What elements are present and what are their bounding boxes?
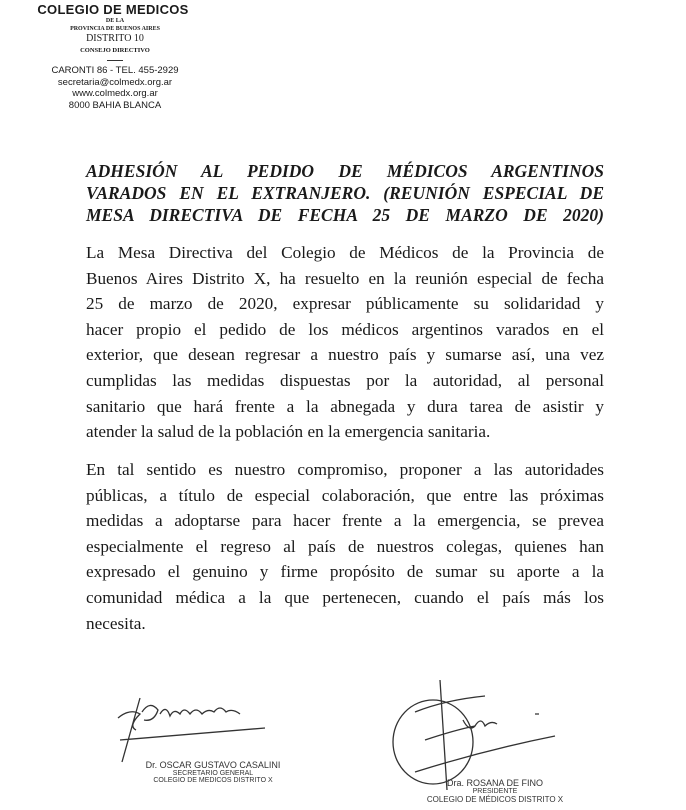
text-line: ADHESIÓN AL PEDIDO DE MÉDICOS ARGENTINOS xyxy=(86,161,604,181)
text-line: exterior, que desean regresar a nuestro país y sumarse así, una vez xyxy=(86,345,604,365)
text-line: medidas a adoptarse para hacer frente a la emergencia, se prevea xyxy=(86,511,604,531)
signature-block-president xyxy=(425,778,565,804)
signature-block-secretary xyxy=(138,760,288,784)
text-line: necesita. xyxy=(86,613,146,633)
text-line: expresado el genuino y firme propósito de sumar su aporte a la xyxy=(86,562,604,582)
email: secretaria@colmedx.org.ar xyxy=(57,76,173,88)
org-district: DISTRITO 10 xyxy=(86,33,144,44)
text-line: En tal sentido es nuestro compromiso, proponer a las autoridades xyxy=(86,460,604,479)
text-line: VARADOS EN EL EXTRANJERO. (REUNIÓN ESPECIAL DE xyxy=(86,183,604,203)
text-line: cumplidas las medidas dispuestas por la autoridad, al personal xyxy=(86,370,604,390)
text-line: sanitario que hará frente a la abnegada y dura tarea de asistir y xyxy=(86,396,604,416)
text-line: atender la salud de la población en la emergencia sanitaria. xyxy=(86,422,491,442)
text-line: 25 de marzo de 2020, expresar públicamente su solidaridad y xyxy=(86,294,604,314)
org-province: PROVINCIA DE BUENOS AIRES xyxy=(70,26,160,32)
text-line: especialmente el regreso al país de nuestros colegas, quienes han xyxy=(86,536,604,556)
paragraph-2 xyxy=(86,457,604,636)
signer-role: SECRETARIO GENERAL xyxy=(172,770,254,777)
signature-de-fino xyxy=(385,680,565,790)
text-line: hacer propio el pedido de los médicos argentinos varados en el xyxy=(86,319,604,339)
text-line: públicas, a título de especial colaboración, que entre las próximas xyxy=(86,485,604,505)
divider xyxy=(107,60,123,61)
letterhead xyxy=(30,2,200,111)
org-de-la: DE LA xyxy=(105,18,125,24)
org-council: CONSEJO DIRECTIVO xyxy=(80,47,150,54)
text-line: comunidad médica a la que pertenecen, cuando el país más los xyxy=(86,587,604,607)
address: CARONTI 86 - TEL. 455-2929 xyxy=(51,65,179,76)
signer-org: COLEGIO DE MÉDICOS DISTRITO X xyxy=(426,795,564,804)
text-line: MESA DIRECTIVA DE FECHA 25 DE MARZO DE 2020) xyxy=(86,205,604,225)
city: 8000 BAHIA BLANCA xyxy=(68,99,162,111)
document-title xyxy=(86,160,604,226)
signer-role: PRESIDENTE xyxy=(472,788,518,795)
org-name: COLEGIO DE MEDICOS xyxy=(37,2,189,17)
text-line: Buenos Aires Distrito X, ha resuelto en la reunión especial de fecha xyxy=(86,268,604,288)
signer-name: Dr. OSCAR GUSTAVO CASALINI xyxy=(145,760,281,770)
paragraph-1 xyxy=(86,240,604,445)
signer-org: COLEGIO DE MEDICOS DISTRITO X xyxy=(153,777,273,784)
signer-name: Dra. ROSANA DE FINO xyxy=(446,778,544,788)
text-line: La Mesa Directiva del Colegio de Médicos de la Provincia de xyxy=(86,243,604,262)
website: www.colmedx.org.ar xyxy=(72,88,158,99)
